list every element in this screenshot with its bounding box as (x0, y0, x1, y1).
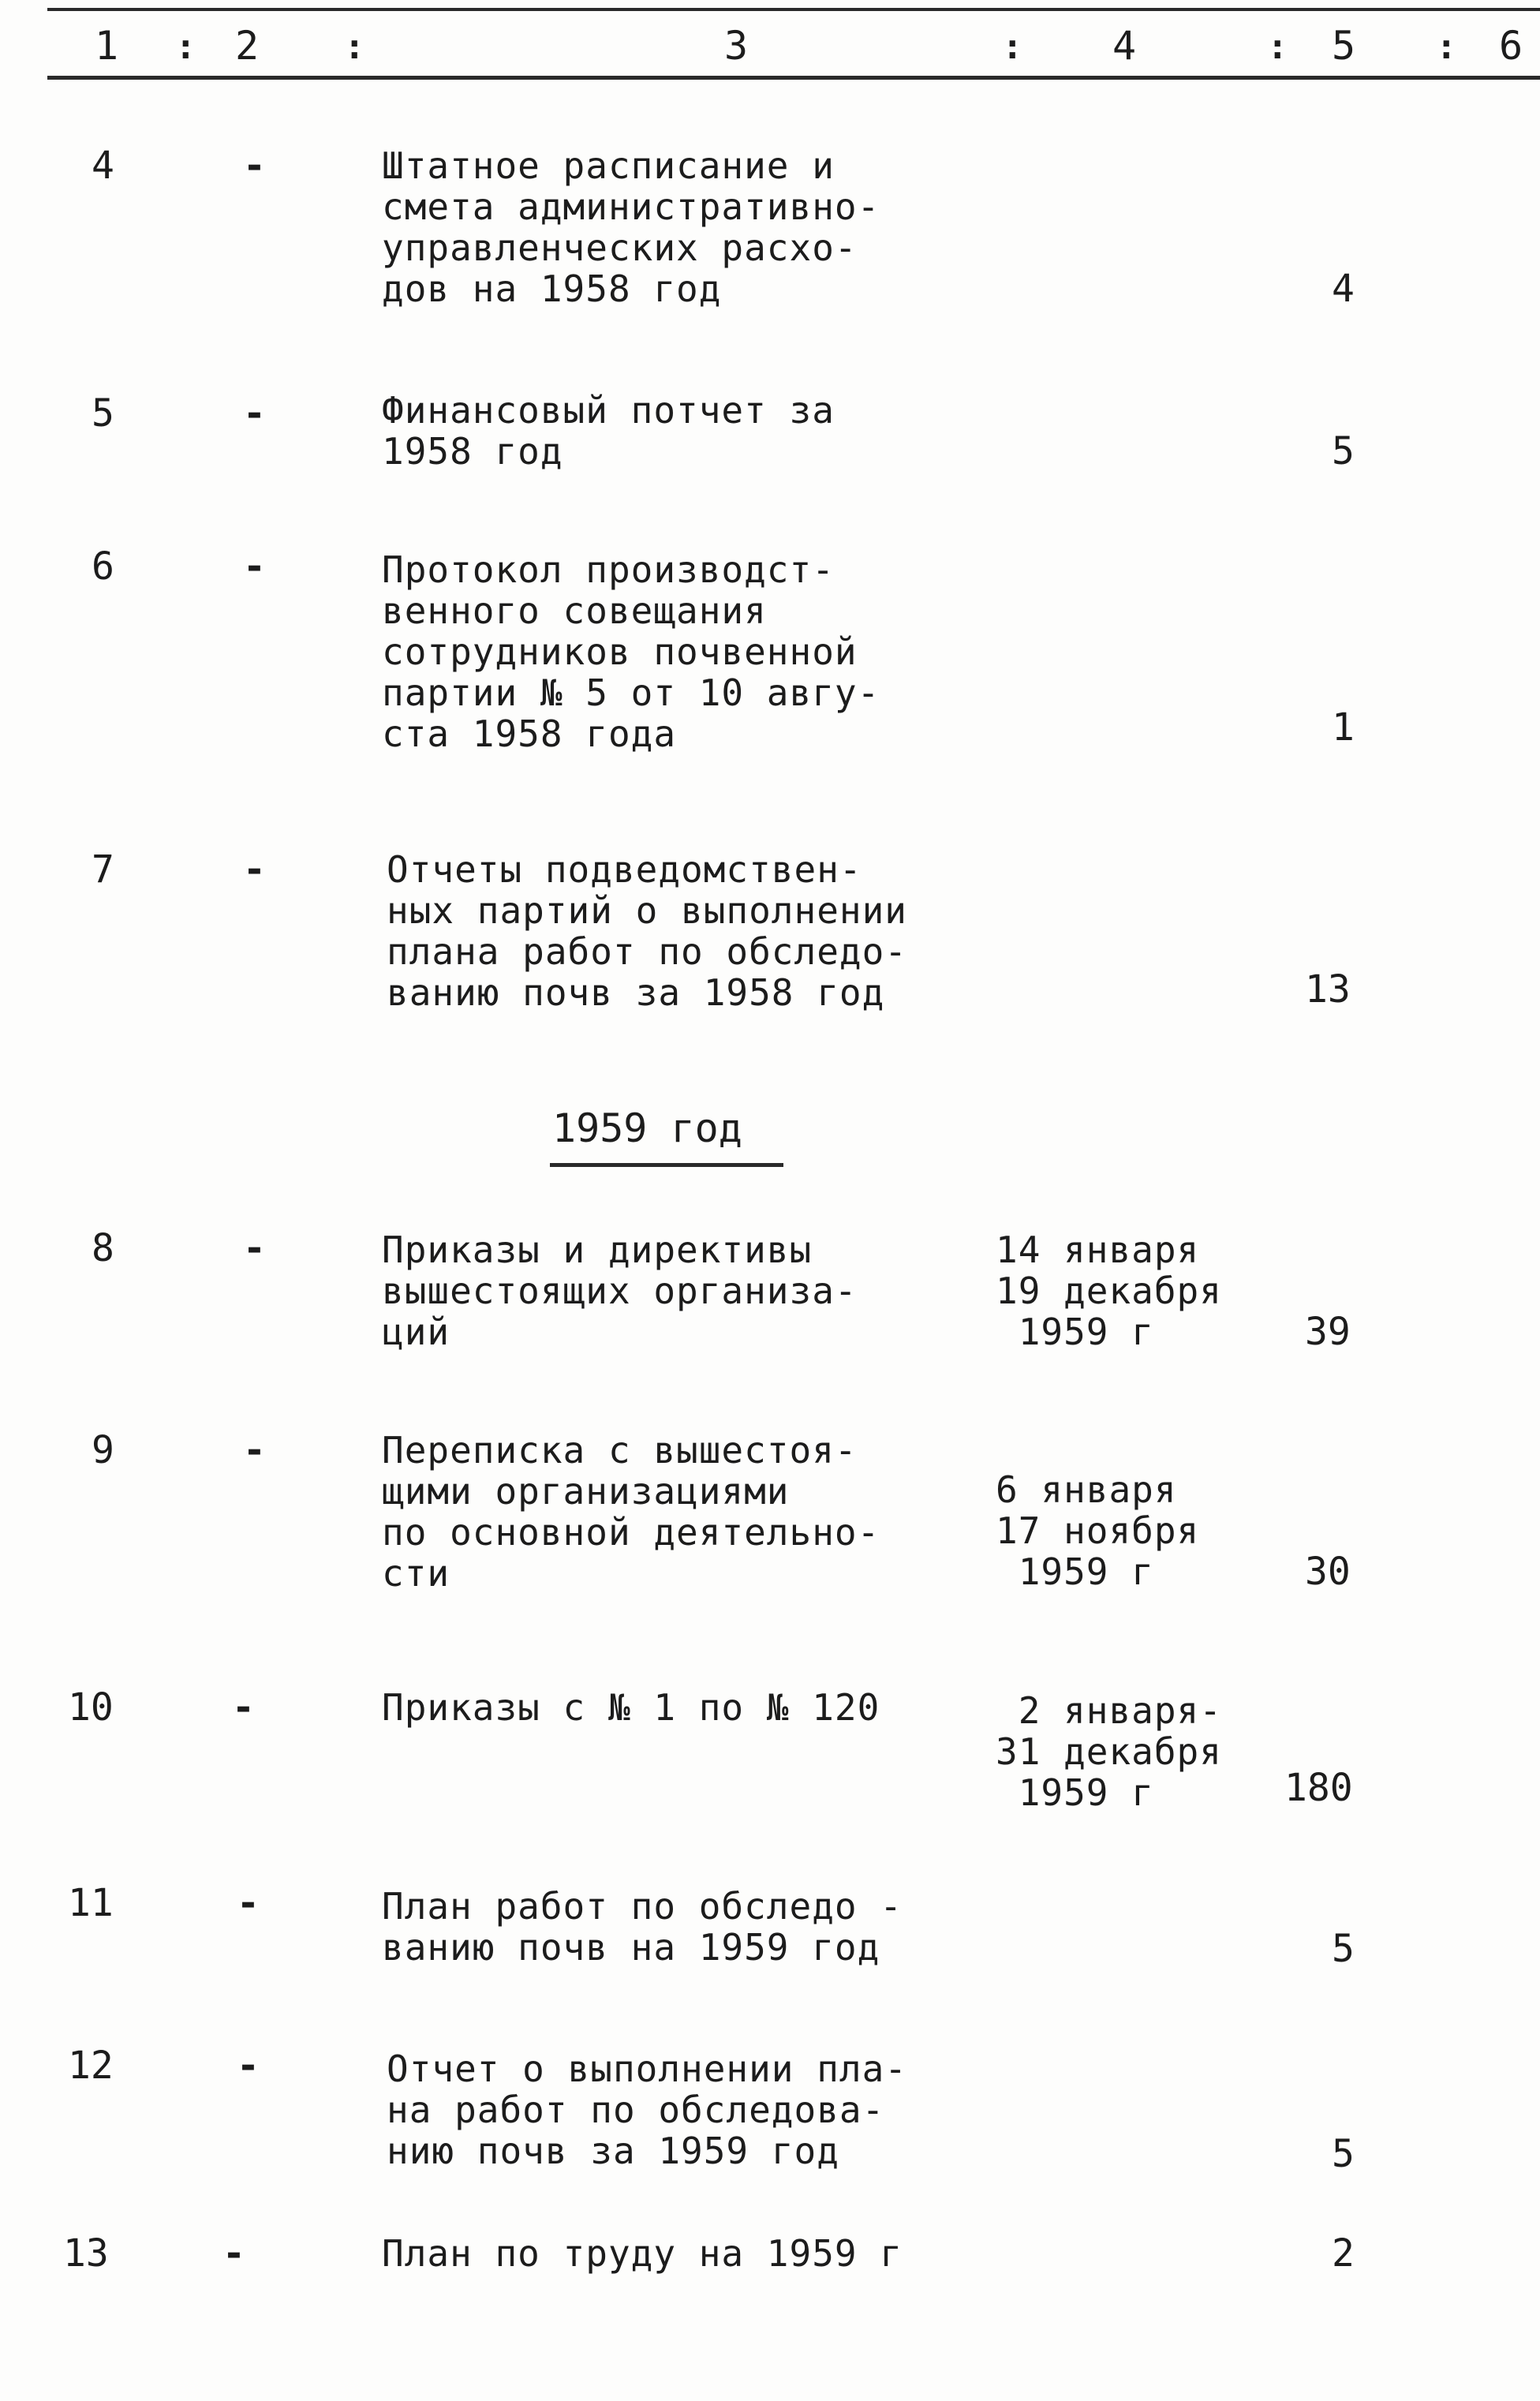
entry-sheets: 4 (1332, 267, 1355, 311)
entry-sheets: 1 (1332, 705, 1355, 750)
entry-number: 12 (68, 2044, 114, 2088)
header-separator: : (1002, 27, 1023, 67)
entry-dash: - (237, 1881, 260, 1925)
entry-number: 13 (63, 2231, 109, 2276)
entry-dash: - (222, 2231, 245, 2276)
header-separator: : (1267, 27, 1288, 67)
header-bottom-rule (47, 76, 1540, 80)
header-col-5: 5 (1332, 23, 1356, 69)
entry-title: Штатное расписание и смета административно- управленческих расхо- дов на 1958 год (382, 144, 880, 310)
entry-number: 4 (92, 144, 114, 188)
header-col-3: 3 (724, 23, 749, 69)
entry-number: 6 (92, 544, 114, 589)
section-year-underline (550, 1163, 783, 1167)
entry-number: 10 (68, 1685, 114, 1730)
header-col-4: 4 (1112, 23, 1137, 69)
header-col-2: 2 (235, 23, 260, 69)
entry-dash: - (232, 1685, 255, 1730)
header-separator: : (175, 27, 196, 67)
entry-title: Отчеты подведомствен- ных партий о выполнении плана работ по обследо- ванию почв за 1958 год (387, 848, 907, 1014)
entry-sheets: 5 (1332, 429, 1355, 473)
entry-title: План по труду на 1959 г (382, 2232, 903, 2275)
header-separator: : (1436, 27, 1457, 67)
entry-dates: 6 января 17 ноября 1959 г (996, 1468, 1200, 1593)
entry-dash: - (237, 2044, 260, 2088)
entry-sheets: 2 (1332, 2231, 1355, 2276)
entry-title: Переписка с вышестоя- щими организациями по основной деятельно- сти (382, 1429, 880, 1595)
entry-title: Приказы с № 1 по № 120 (382, 1686, 880, 1729)
entry-sheets: 5 (1332, 2132, 1355, 2176)
entry-number: 9 (92, 1428, 114, 1472)
entry-dash: - (243, 544, 266, 589)
entry-dash: - (243, 1226, 266, 1270)
entry-title: План работ по обследо - ванию почв на 1959 год (382, 1885, 903, 1969)
entry-title: Протокол производст- венного совещания сотрудников почвенной партии № 5 от 10 авгу- ста 1958 года (382, 548, 880, 755)
entry-sheets: 180 (1284, 1766, 1353, 1810)
entry-number: 11 (68, 1881, 114, 1925)
entry-dash: - (243, 1428, 266, 1472)
entry-number: 8 (92, 1226, 114, 1270)
entry-number: 7 (92, 847, 114, 892)
entry-dash: - (243, 847, 266, 892)
header-separator: : (344, 27, 365, 67)
entry-sheets: 30 (1305, 1550, 1351, 1594)
header-col-6: 6 (1499, 23, 1523, 69)
entry-title: Отчет о выполнении пла- на работ по обследова- нию почв за 1959 год (387, 2048, 907, 2172)
entry-number: 5 (92, 391, 114, 436)
header-col-1: 1 (95, 23, 119, 69)
entry-dates: 2 января- 31 декабря 1959 г (996, 1689, 1222, 1814)
entry-title: Финансовый потчет за 1958 год (382, 389, 835, 473)
header-top-rule (47, 8, 1540, 11)
entry-dash: - (243, 144, 266, 188)
section-year-heading: 1959 год (552, 1105, 742, 1151)
entry-sheets: 5 (1332, 1927, 1355, 1971)
entry-title: Приказы и директивы вышестоящих организа- ций (382, 1229, 858, 1353)
entry-sheets: 39 (1305, 1310, 1351, 1354)
entry-dash: - (243, 391, 266, 436)
entry-dates: 14 января 19 декабря 1959 г (996, 1229, 1222, 1353)
entry-sheets: 13 (1305, 967, 1351, 1012)
